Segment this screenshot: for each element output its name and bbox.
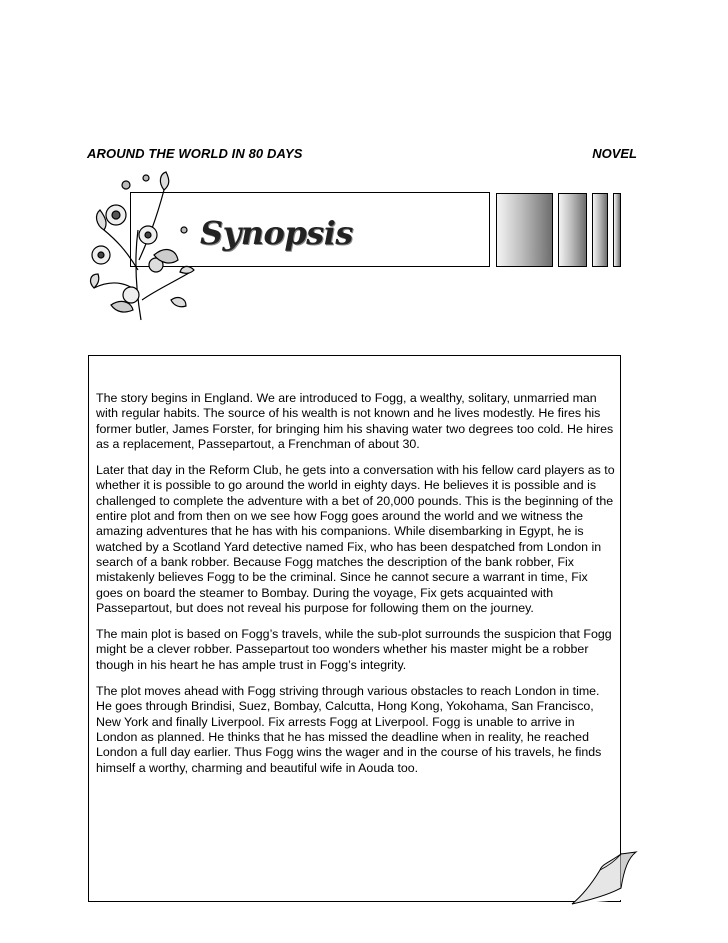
paragraph: The story begins in England. We are introduced to Fogg, a wealthy, solitary, unmarried man with regular habits. The source of his wealth is not known and he lives modestly. He fires his former butler, James Forster, for bringing him his shaving water two degrees too cold. He hires as a replacement, Passepartout, a Frenchman of about 30. <box>96 391 614 451</box>
page-curl-icon <box>570 850 638 906</box>
paragraph: The plot moves ahead with Fogg striving through various obstacles to reach London in time. He goes through Brindisi, Suez, Bombay, Calcutta, Hong Kong, Yokohama, San Francisco, New York and finally Liverpool. Fix arrests Fogg at Liverpool. Fogg is unable to arrive in London as planned. He thinks that he has missed the deadline when in reality, he reached London a full day earlier. Thus Fogg wins the wager and in the course of his travels, he finds himself a worthy, charming and beautiful wife in Aouda too. <box>96 684 602 775</box>
document-title: AROUND THE WORLD IN 80 DAYS <box>87 146 303 161</box>
synopsis-text <box>96 391 616 787</box>
document-category: NOVEL <box>592 146 637 161</box>
gradient-bar-3 <box>592 193 608 267</box>
paragraph: Later that day in the Reform Club, he gets into a conversation with his fellow card players as to whether it is possible to go around the world in eighty days. He believes it is possible and is challenged to complete the adventure with a bet of 20,000 pounds. This is the beginning of the entire plot and from then on we see how Fogg goes around the world and we witness the amazing adventures that he has with his companions. While disembarking in Egypt, he is watched by a Scotland Yard detective named Fix, who has been despatched from London in search of a bank robber. Because Fogg matches the description of the bank robber, Fix mistakenly believes Fogg to be the criminal. Since he cannot secure a warrant in time, Fix goes on board the steamer to Bombay. During the voyage, Fix gets acquainted with Passepartout, but does not reveal his purpose for following them on the journey. <box>96 463 615 615</box>
gradient-bar-4 <box>613 193 621 267</box>
gradient-bar-1 <box>496 193 553 267</box>
gradient-bar-2 <box>558 193 587 267</box>
paragraph: The main plot is based on Fogg’s travels, while the sub-plot surrounds the suspicion that Fogg might be a clever robber. Passepartout too wonders whether his master might be a robber though in his heart he has ample trust in Fogg’s integrity. <box>96 627 612 672</box>
banner-title: Synopsis <box>200 214 353 252</box>
floral-ornament-icon <box>86 170 196 322</box>
